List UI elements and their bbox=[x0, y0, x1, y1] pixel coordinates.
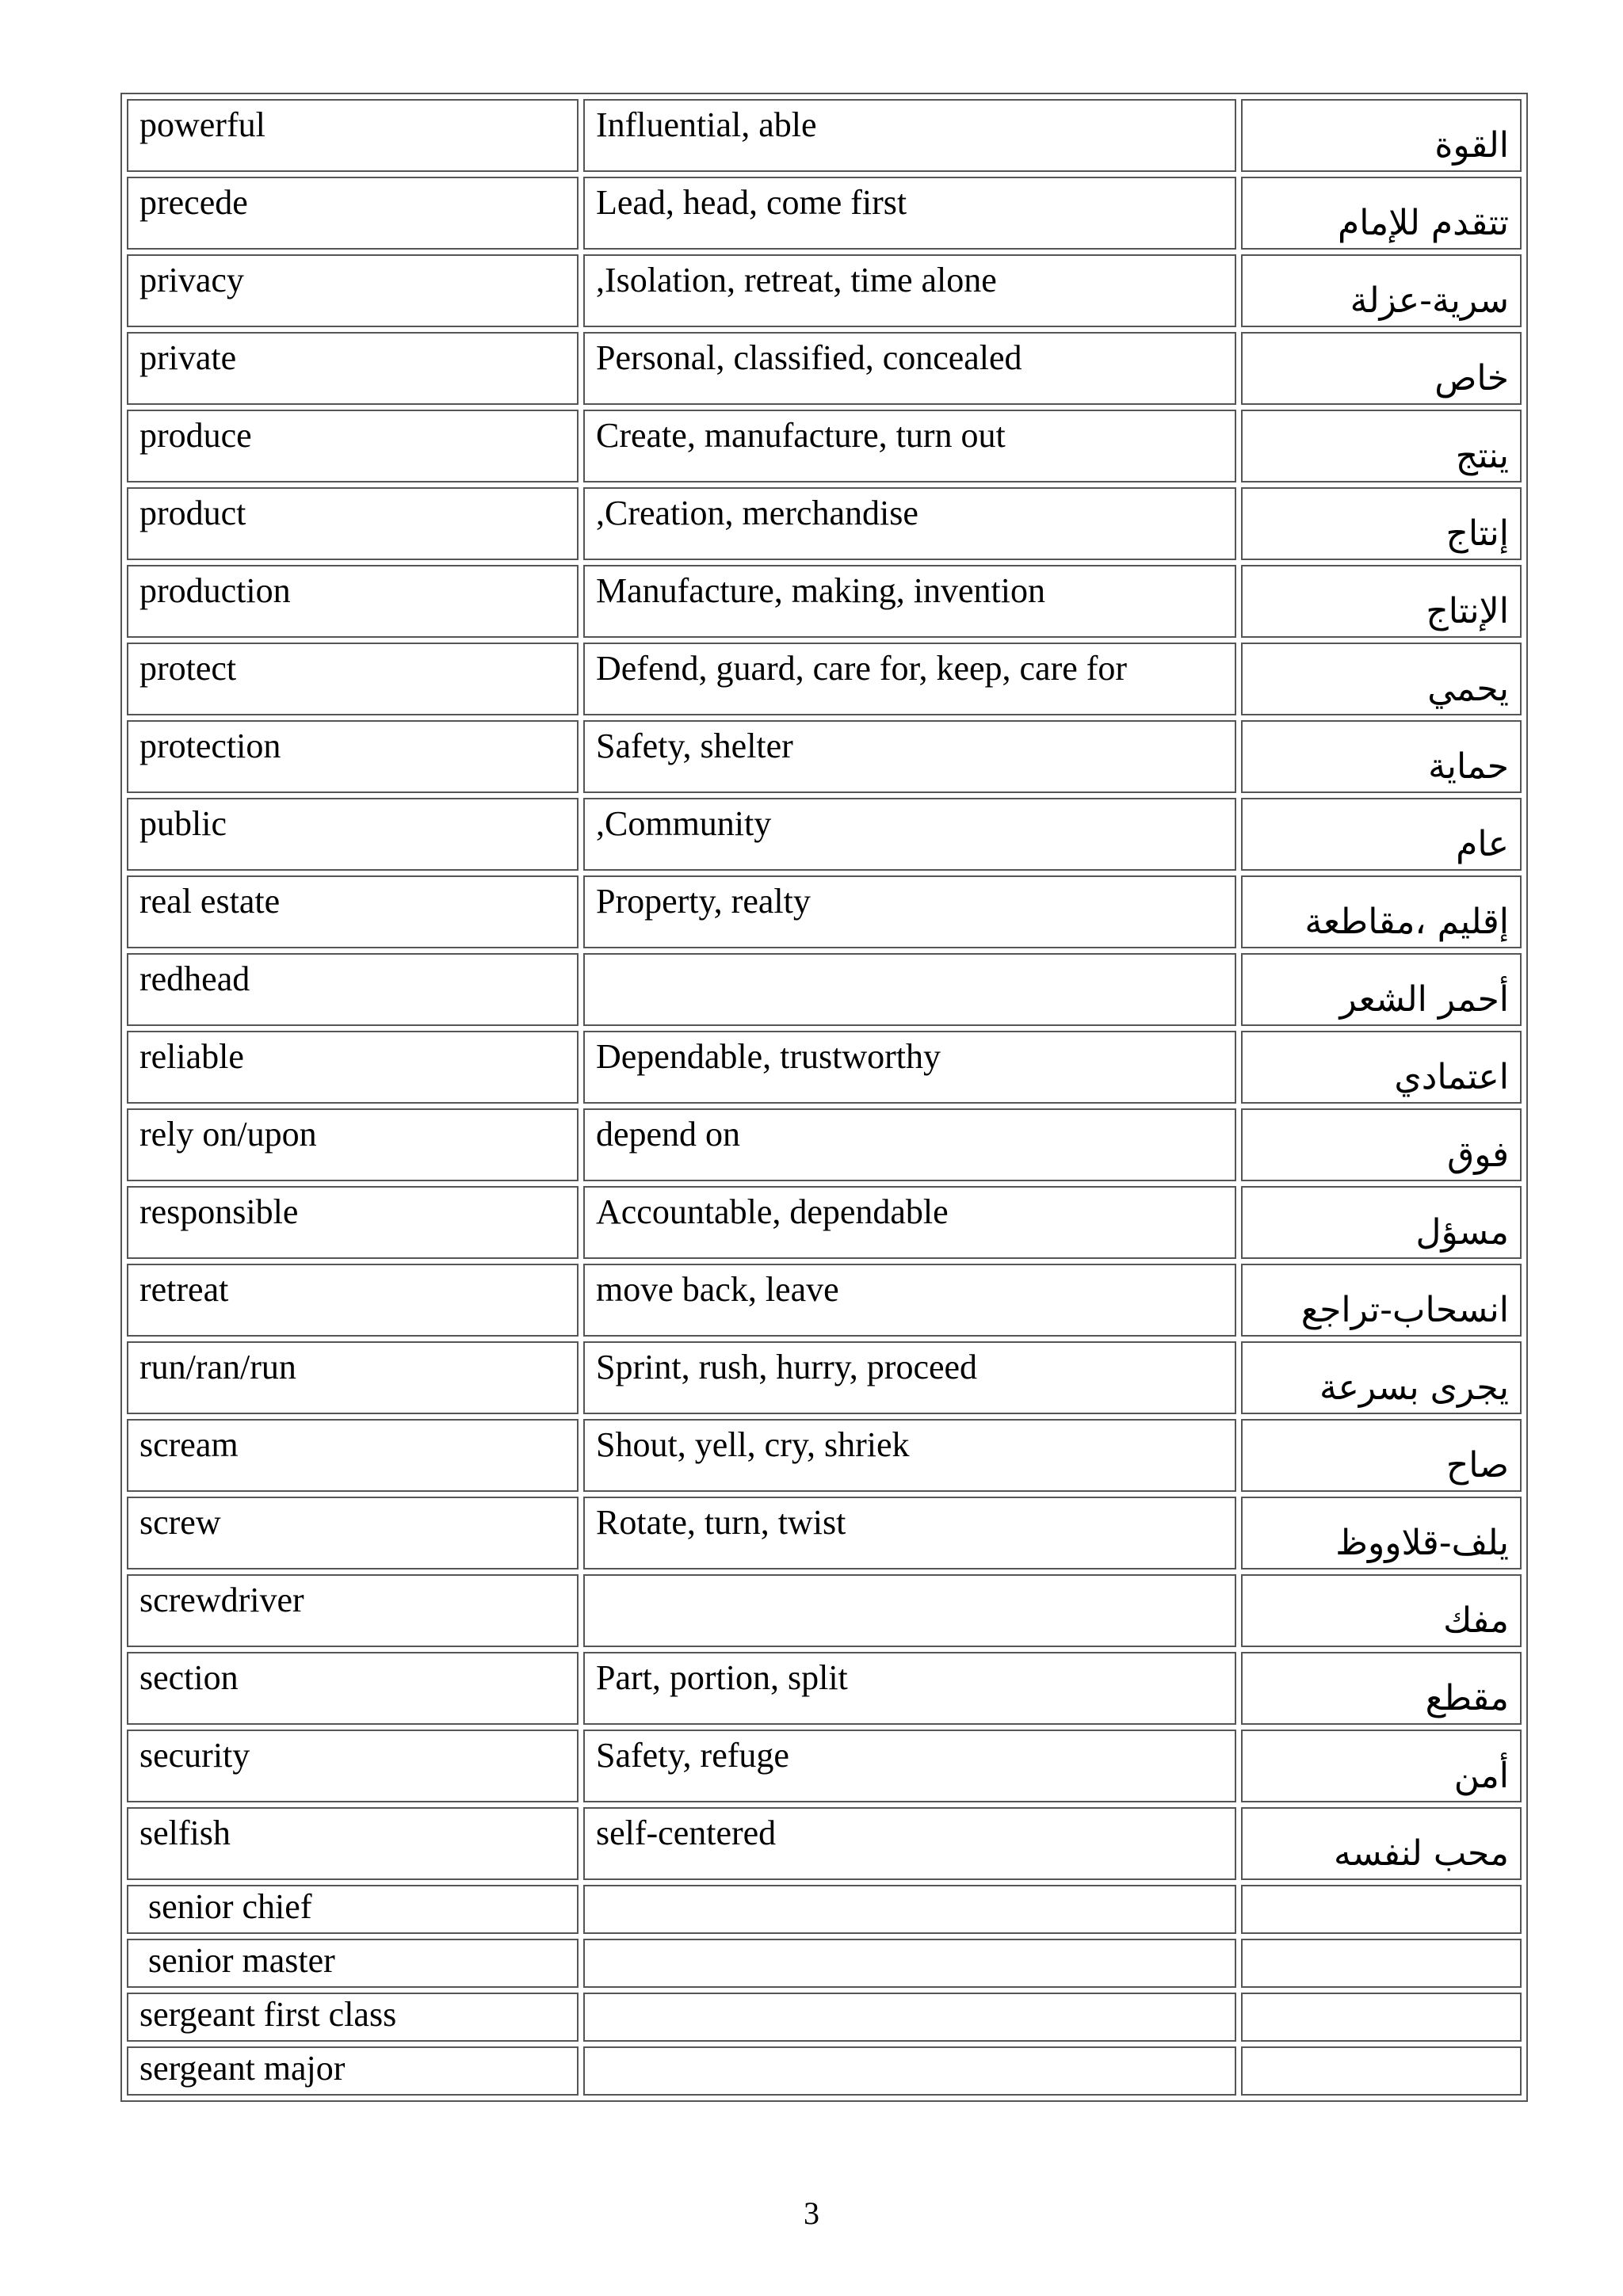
synonyms-cell: ,Isolation, retreat, time alone bbox=[583, 254, 1236, 327]
arabic-cell: مسؤل bbox=[1241, 1186, 1522, 1259]
synonyms-cell bbox=[583, 2046, 1236, 2096]
arabic-cell: اعتمادي bbox=[1241, 1031, 1522, 1104]
term-cell: section bbox=[127, 1652, 579, 1725]
table-row bbox=[127, 1186, 1522, 1259]
term-cell: powerful bbox=[127, 99, 579, 172]
term-cell: sergeant first class bbox=[127, 1993, 579, 2042]
table-row bbox=[127, 1652, 1522, 1725]
table-row bbox=[127, 798, 1522, 871]
term-cell: privacy bbox=[127, 254, 579, 327]
synonyms-cell: Manufacture, making, invention bbox=[583, 565, 1236, 638]
arabic-cell bbox=[1241, 1939, 1522, 1988]
table-row bbox=[127, 875, 1522, 948]
term-cell: run/ran/run bbox=[127, 1341, 579, 1414]
term-cell: security bbox=[127, 1730, 579, 1802]
arabic-cell bbox=[1241, 2046, 1522, 2096]
arabic-cell: عام bbox=[1241, 798, 1522, 871]
arabic-cell: أحمر الشعر bbox=[1241, 953, 1522, 1026]
synonyms-cell: Defend, guard, care for, keep, care for bbox=[583, 643, 1236, 715]
synonyms-cell bbox=[583, 1939, 1236, 1988]
synonyms-cell: Lead, head, come first bbox=[583, 177, 1236, 250]
synonyms-cell: Shout, yell, cry, shriek bbox=[583, 1419, 1236, 1492]
term-cell: redhead bbox=[127, 953, 579, 1026]
table-row bbox=[127, 1885, 1522, 1934]
synonyms-cell: self-centered bbox=[583, 1807, 1236, 1880]
synonyms-cell: ,Community bbox=[583, 798, 1236, 871]
table-row bbox=[127, 1031, 1522, 1104]
arabic-cell: محب لنفسه bbox=[1241, 1807, 1522, 1880]
arabic-cell: حماية bbox=[1241, 720, 1522, 793]
synonyms-cell bbox=[583, 1574, 1236, 1647]
arabic-cell: يحمي bbox=[1241, 643, 1522, 715]
synonyms-cell: Part, portion, split bbox=[583, 1652, 1236, 1725]
synonyms-cell: move back, leave bbox=[583, 1264, 1236, 1337]
table-row bbox=[127, 1574, 1522, 1647]
term-cell: reliable bbox=[127, 1031, 579, 1104]
table-row bbox=[127, 953, 1522, 1026]
arabic-cell: الإنتاج bbox=[1241, 565, 1522, 638]
term-cell: screwdriver bbox=[127, 1574, 579, 1647]
term-cell: private bbox=[127, 332, 579, 405]
arabic-cell: خاص bbox=[1241, 332, 1522, 405]
table-row bbox=[127, 1993, 1522, 2042]
table-row bbox=[127, 565, 1522, 638]
table-row bbox=[127, 1341, 1522, 1414]
term-cell: production bbox=[127, 565, 579, 638]
arabic-cell: أمن bbox=[1241, 1730, 1522, 1802]
term-cell: produce bbox=[127, 410, 579, 482]
synonyms-cell: Safety, refuge bbox=[583, 1730, 1236, 1802]
arabic-cell: انسحاب-تراجع bbox=[1241, 1264, 1522, 1337]
synonyms-cell: Rotate, turn, twist bbox=[583, 1497, 1236, 1569]
arabic-cell: سرية-عزلة bbox=[1241, 254, 1522, 327]
page-number: 3 bbox=[804, 2195, 819, 2231]
term-cell: senior master bbox=[127, 1939, 579, 1988]
table-row bbox=[127, 487, 1522, 560]
vocabulary-table bbox=[120, 93, 1528, 2102]
vocabulary-table-body bbox=[127, 99, 1522, 2096]
table-row bbox=[127, 1419, 1522, 1492]
arabic-cell: إقليم ،مقاطعة bbox=[1241, 875, 1522, 948]
table-row bbox=[127, 2046, 1522, 2096]
term-cell: protection bbox=[127, 720, 579, 793]
arabic-cell: القوة bbox=[1241, 99, 1522, 172]
arabic-cell: ينتج bbox=[1241, 410, 1522, 482]
term-cell: real estate bbox=[127, 875, 579, 948]
arabic-cell: مفك bbox=[1241, 1574, 1522, 1647]
term-cell: sergeant major bbox=[127, 2046, 579, 2096]
table-row bbox=[127, 254, 1522, 327]
synonyms-cell: Accountable, dependable bbox=[583, 1186, 1236, 1259]
synonyms-cell: Create, manufacture, turn out bbox=[583, 410, 1236, 482]
synonyms-cell: Dependable, trustworthy bbox=[583, 1031, 1236, 1104]
table-row bbox=[127, 1264, 1522, 1337]
arabic-cell: تتقدم للإمام bbox=[1241, 177, 1522, 250]
term-cell: responsible bbox=[127, 1186, 579, 1259]
arabic-cell: إنتاج bbox=[1241, 487, 1522, 560]
term-cell: protect bbox=[127, 643, 579, 715]
arabic-cell bbox=[1241, 1993, 1522, 2042]
table-row bbox=[127, 720, 1522, 793]
synonyms-cell bbox=[583, 1885, 1236, 1934]
term-cell: scream bbox=[127, 1419, 579, 1492]
table-row bbox=[127, 177, 1522, 250]
synonyms-cell bbox=[583, 953, 1236, 1026]
synonyms-cell: Personal, classified, concealed bbox=[583, 332, 1236, 405]
table-row bbox=[127, 643, 1522, 715]
arabic-cell: يلف-قلاووظ bbox=[1241, 1497, 1522, 1569]
arabic-cell: فوق bbox=[1241, 1108, 1522, 1181]
arabic-cell: صاح bbox=[1241, 1419, 1522, 1492]
term-cell: selfish bbox=[127, 1807, 579, 1880]
table-row bbox=[127, 332, 1522, 405]
term-cell: product bbox=[127, 487, 579, 560]
term-cell: screw bbox=[127, 1497, 579, 1569]
table-row bbox=[127, 1730, 1522, 1802]
arabic-cell: يجرى بسرعة bbox=[1241, 1341, 1522, 1414]
table-row bbox=[127, 1497, 1522, 1569]
synonyms-cell: depend on bbox=[583, 1108, 1236, 1181]
table-row bbox=[127, 1108, 1522, 1181]
synonyms-cell: Sprint, rush, hurry, proceed bbox=[583, 1341, 1236, 1414]
synonyms-cell: Property, realty bbox=[583, 875, 1236, 948]
table-row bbox=[127, 1807, 1522, 1880]
synonyms-cell: ,Creation, merchandise bbox=[583, 487, 1236, 560]
term-cell: precede bbox=[127, 177, 579, 250]
synonyms-cell: Safety, shelter bbox=[583, 720, 1236, 793]
table-row bbox=[127, 1939, 1522, 1988]
arabic-cell bbox=[1241, 1885, 1522, 1934]
synonyms-cell bbox=[583, 1993, 1236, 2042]
arabic-cell: مقطع bbox=[1241, 1652, 1522, 1725]
table-row bbox=[127, 410, 1522, 482]
term-cell: retreat bbox=[127, 1264, 579, 1337]
term-cell: senior chief bbox=[127, 1885, 579, 1934]
term-cell: rely on/upon bbox=[127, 1108, 579, 1181]
term-cell: public bbox=[127, 798, 579, 871]
synonyms-cell: Influential, able bbox=[583, 99, 1236, 172]
table-row bbox=[127, 99, 1522, 172]
